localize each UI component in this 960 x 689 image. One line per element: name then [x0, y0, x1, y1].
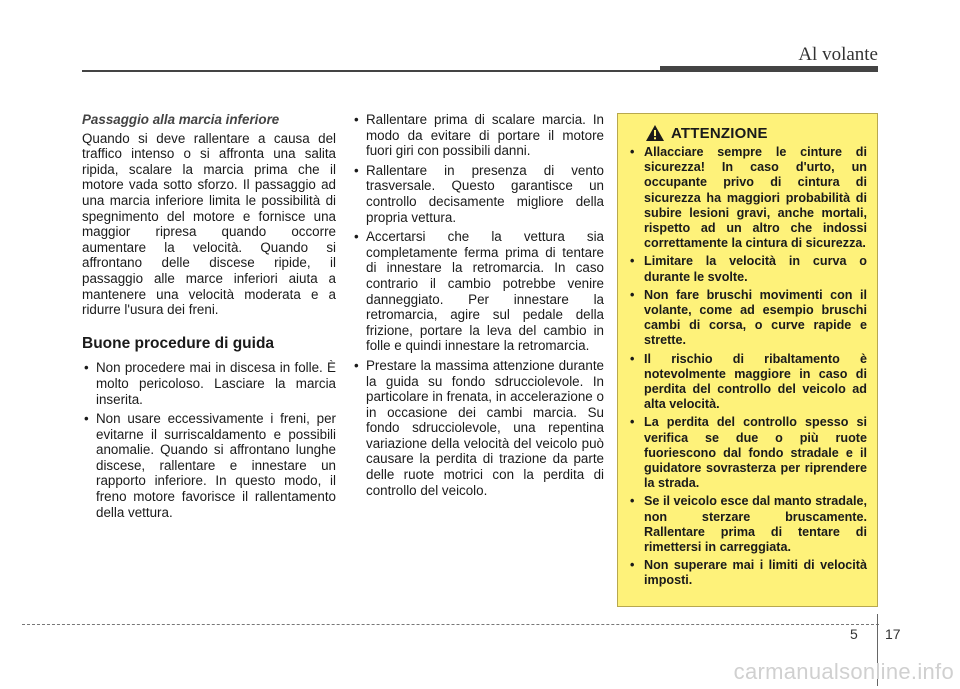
warning-title: ATTENZIONE: [671, 124, 768, 142]
warning-item: • Se il veicolo esce dal manto stradale, non sterzare bruscamente. Rallentare prima di tentare di rimettersi in carreggiata.: [628, 494, 867, 555]
warning-triangle-icon: [645, 124, 665, 142]
left-column: [82, 112, 336, 524]
middle-column: [352, 112, 604, 502]
warning-item: • Limitare la velocità in curva o durante le svolte.: [628, 254, 867, 284]
list-item: • Non usare eccessivamente i freni, per evitarne il surriscaldamento e possibili anomalie. Quando si affrontano lunghe discese, rallentare e innestare un rapporto inferiore. In questo modo, il freno motore favorisce il rallentamento della vettura.: [82, 411, 336, 520]
footer-dashed-rule: [22, 624, 879, 625]
warning-header: [645, 124, 867, 142]
page-header-title: Al volante: [798, 44, 878, 65]
left-bullet-list: [82, 360, 336, 520]
warning-item: • La perdita del controllo spesso si verifica se due o più ruote fuoriescono dal fondo stradale e il guidatore sovrasterza per riprendere la strada.: [628, 415, 867, 491]
section-paragraph: Quando si deve rallentare a causa del traffico intenso o si affronta una salita ripida, scalare la marcia prima che il motore vada sotto sforzo. Il passaggio ad una marcia inferiore limita le possibilità di spegnimento del motore e fornisce una maggior ripresa quando occorre aumentare la velocità. Quando si affrontano delle discese ripide, il passaggio alle marce inferiori aiuta a mantenere una velocità moderata e a ridurre l'usura dei freni.: [82, 130, 336, 318]
warning-box: [617, 113, 878, 607]
warning-item: • Non fare bruschi movimenti con il volante, come ad esempio bruschi cambi di corsa, o curve rapide e strette.: [628, 288, 867, 349]
watermark: carmanualsonline.info: [733, 659, 954, 684]
warning-item: • Il rischio di ribaltamento è notevolmente maggiore in caso di perdita del controllo del veicolo ad alta velocità.: [628, 352, 867, 413]
chapter-number: 5: [850, 626, 858, 642]
section-subheading: Passaggio alla marcia inferiore: [82, 112, 280, 127]
list-item: • Prestare la massima attenzione durante la guida su fondo sdrucciolevole. In particolare in frenata, in accelerazione o in occasione dei cambi marcia. Su fondo sdrucciolevole, una repentina variazione della velocità del veicolo può causare la perdita di trazione da parte delle ruote motrici con la perdita di controllo del veicolo.: [352, 358, 604, 498]
list-item: • Non procedere mai in discesa in folle. È molto pericoloso. Lasciare la marcia inserita.: [82, 360, 336, 407]
header-rule-thick: [660, 66, 878, 72]
list-item: • Rallentare in presenza di vento trasversale. Questo garantisce un controllo decisamente migliore della propria vettura.: [352, 163, 604, 225]
warning-item: • Non superare mai i limiti di velocità imposti.: [628, 558, 867, 588]
warning-list: [628, 145, 867, 589]
middle-bullet-list: [352, 112, 604, 498]
header-rule-thin: [82, 70, 660, 72]
warning-item: • Allacciare sempre le cinture di sicurezza! In caso d'urto, un occupante privo di cintura di sicurezza ha maggiori probabilità di subire lesioni gravi, anche mortali, rispetto ad un altro che indossi correttamente la cintura di sicurezza.: [628, 145, 867, 251]
list-item: • Accertarsi che la vettura sia completamente ferma prima di tentare di innestare la retromarcia. In caso contrario il cambio potrebbe venire danneggiato. Per innestare la retromarcia, agire sul pedale della frizione, portare la leva del cambio in folle e quindi innestare la retromarcia.: [352, 229, 604, 354]
list-item: • Rallentare prima di scalare marcia. In modo da evitare di portare il motore fuori giri con possibili danni.: [352, 112, 604, 159]
page-number: 17: [885, 626, 901, 642]
section-heading: Buone procedure di guida: [82, 334, 275, 352]
